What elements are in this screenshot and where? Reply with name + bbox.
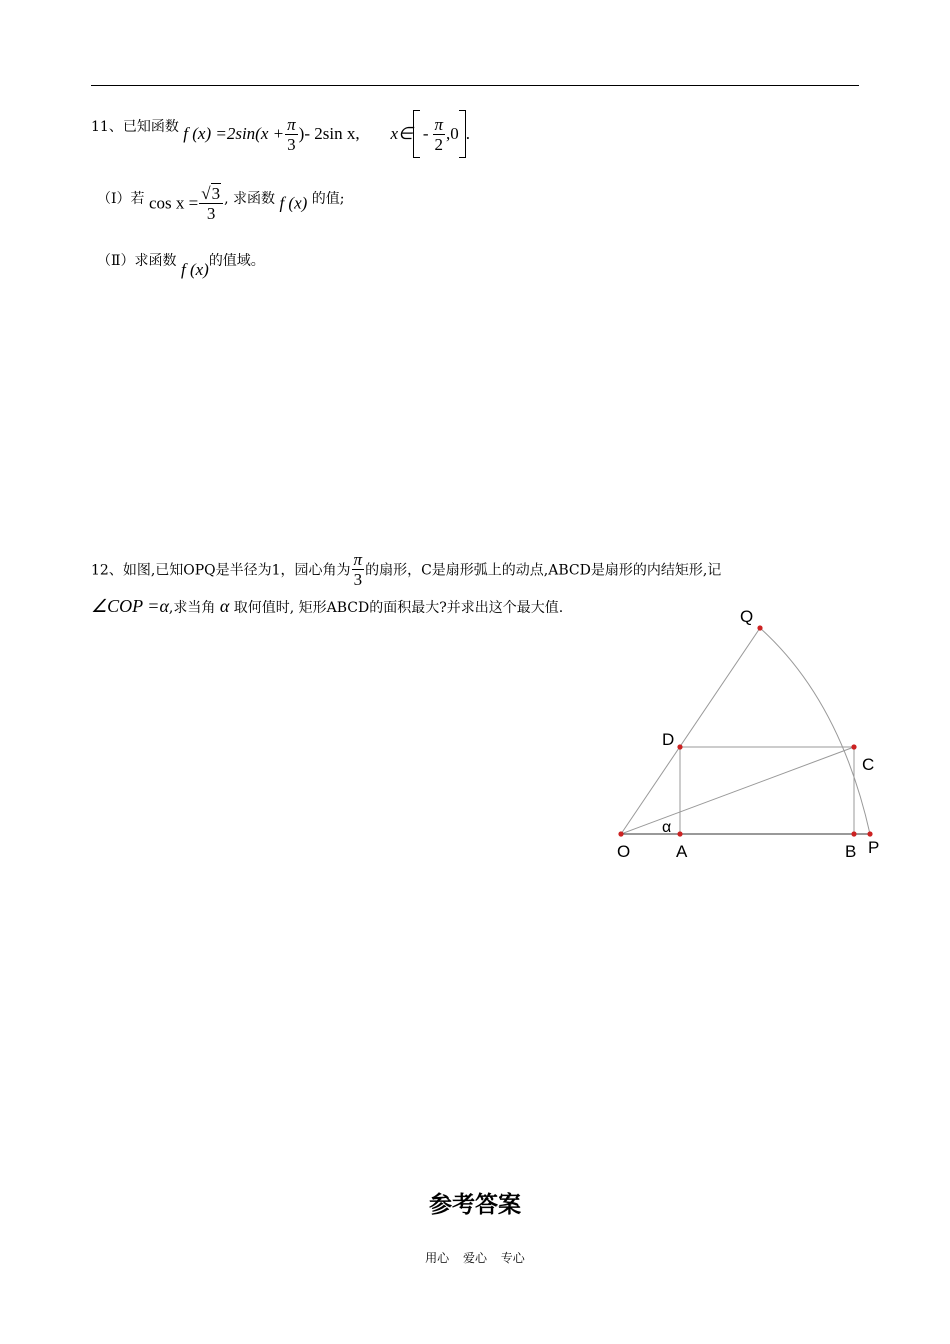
q11-pi-over-2: $\frac{\pi}{2}$ (434, 114, 444, 154)
q12-alpha: α (219, 596, 230, 616)
label-P: P (868, 838, 880, 857)
label-B: B (845, 842, 857, 861)
q12-angle-expr: ∠COP =α (91, 596, 169, 616)
label-Q: Q (740, 607, 754, 626)
point-C (851, 744, 856, 749)
q12-line1: 12、如图,已知OPQ是半径为1，园心角为 $\frac{\pi}{3}$ 的扇形，C是扇形弧上的动点,ABCD是扇形的内结矩形,记 (91, 550, 722, 589)
label-A: A (676, 842, 688, 861)
q11-cos-lhs: cos x = (148, 193, 199, 213)
q11-part1: （Ⅰ）若 cos x = $\frac{√3}{3}$ , 求函数 f (x) 的值; (97, 184, 345, 223)
segment-OC (621, 747, 854, 834)
page-footer: 用心 爱心 专心 (425, 1251, 525, 1265)
point-B (851, 831, 856, 836)
q11-sqrt3-over-3: $\frac{√3}{3}$ (199, 184, 223, 223)
point-D (677, 744, 682, 749)
point-Q (757, 625, 762, 630)
q11-fx: f (x) (279, 193, 308, 213)
right-bracket (459, 110, 466, 158)
q11-part2: （Ⅱ）求函数 f (x)的值域。 (97, 253, 265, 279)
segment-OQ (621, 628, 760, 834)
answers-title: 参考答案 (429, 1192, 521, 1218)
q11-statement: 11、已知函数 f (x) =2sin(x + $\frac{\pi}{3}$ )- 2sin x, x∈ - $\frac{\pi}{2}$ ,0 . (91, 110, 470, 158)
sector-rectangle-figure (600, 600, 900, 870)
point-P (867, 831, 872, 836)
label-alpha: α (662, 819, 672, 836)
header-rule (91, 85, 859, 86)
q12-pi-over-3: $\frac{\pi}{3}$ (353, 550, 363, 589)
q11-formula-lhs: f (x) =2sin(x + (183, 124, 285, 143)
q11-formula-rhs: )- 2sin x, (298, 124, 360, 143)
q12-line2: ∠COP =α,求当角 α 取何值时, 矩形ABCD的面积最大?并求出这个最大值. (91, 596, 564, 616)
label-O: O (617, 842, 631, 861)
q11-domain-var: x∈ (390, 124, 413, 143)
q11-pi-over-3: $\frac{\pi}{3}$ (287, 114, 296, 154)
point-O (618, 831, 623, 836)
label-C: C (862, 755, 875, 774)
point-A (677, 831, 682, 836)
q11-fx-2: f (x) (180, 260, 209, 279)
label-D: D (662, 730, 675, 749)
left-bracket (413, 110, 420, 158)
